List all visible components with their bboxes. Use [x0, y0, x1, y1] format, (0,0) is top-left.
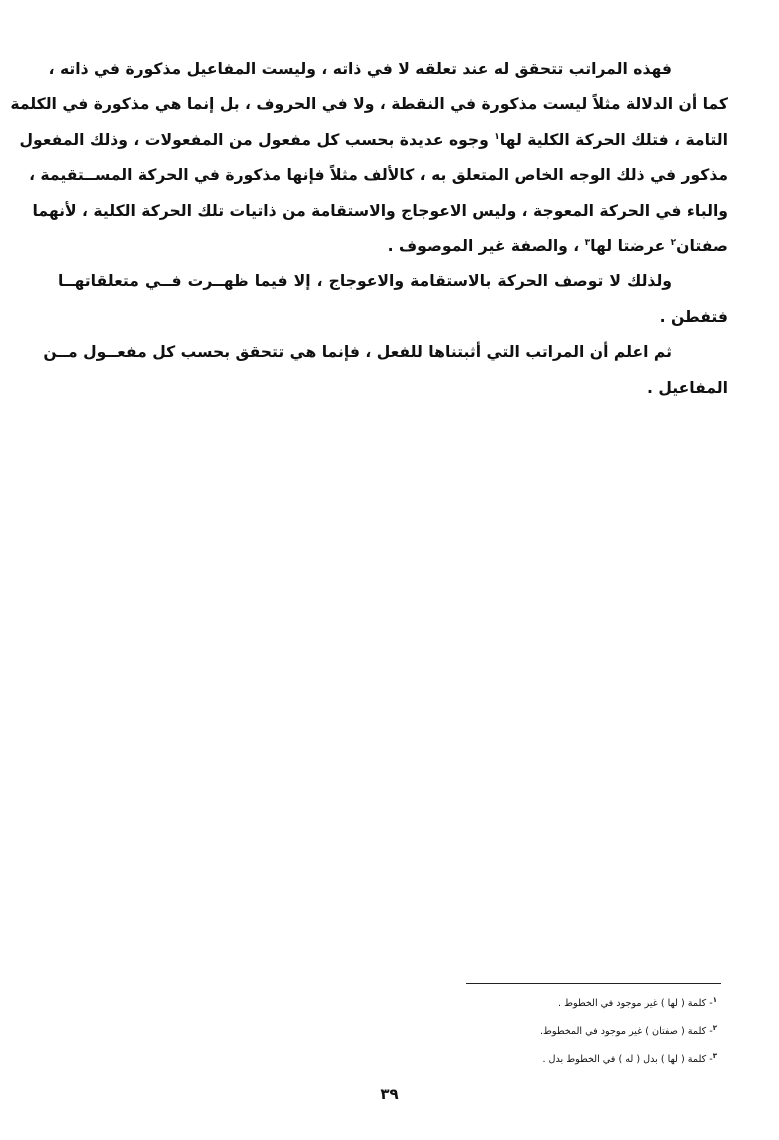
text-fragment: عرضتا لها [590, 237, 671, 256]
text-fragment: صفتان [676, 237, 728, 256]
footnote-divider [466, 983, 721, 984]
page-number: ٣٩ [380, 1085, 399, 1103]
text-fragment: التامة ، فتلك الحركة الكلية لها [499, 130, 728, 149]
text-line: فهذه المراتب تتحقق له عند تعلقه لا في ذاته ، وليست المفاعيل مذكورة في ذاته ، [48, 60, 672, 78]
footnote-text: - كلمة ( لها ) بدل ( له ) في الخطوط بدل . [542, 1054, 713, 1065]
footnote-item [397, 1046, 717, 1074]
footnote-marker: ٢ [712, 1024, 717, 1032]
footnote-ref-3[interactable]: ٣ [584, 238, 591, 249]
footnote-marker: ٣ [712, 1052, 717, 1060]
text-line: مذكور في ذلك الوجه الخاص المتعلق به ، كالألف مثلاً فإنها مذكورة في الحركة المســتقيمة ، [29, 166, 728, 185]
text-line: المفاعيل . [646, 378, 728, 397]
text-line [19, 123, 728, 158]
text-fragment: وجوه عديدة بحسب كل مفعول من المفعولات ، وذلك المفعول [19, 130, 495, 149]
text-line: ولذلك لا توصف الحركة بالاستقامة والاعوجاج ، إلا فيما ظهــرت فــي متعلقاتهــا [58, 272, 672, 291]
footnote-ref-2[interactable]: ٢ [670, 238, 677, 249]
text-line: فتفطن . [659, 307, 728, 326]
footnote-marker: ١ [712, 996, 717, 1004]
footnote-text: - كلمة ( صفتان ) غير موجود في المخطوط. [539, 1026, 713, 1037]
footnotes [397, 990, 717, 1074]
footnote-text: - كلمة ( لها ) غير موجود في الخطوط . [558, 998, 713, 1009]
text-fragment: ، والصفة غير الموصوف . [387, 237, 585, 256]
footnote-item [397, 1018, 717, 1046]
text-line: كما أن الدلالة مثلاً ليست مذكورة في النقطة ، ولا في الحروف ، بل إنما هي مذكورة في الكلمة [10, 95, 728, 114]
text-line: ثم اعلم أن المراتب التي أثبتناها للفعل ، فإنما هي تتحقق بحسب كل مفعــول مــن [43, 343, 672, 362]
main-text [10, 52, 728, 406]
text-line: والباء في الحركة المعوجة ، وليس الاعوجاج والاستقامة من ذاتيات تلك الحركة الكلية ، لأنهما [32, 201, 728, 220]
footnote-ref-1[interactable]: ١ [494, 131, 500, 142]
text-line [58, 229, 728, 264]
footnote-item [397, 990, 717, 1018]
